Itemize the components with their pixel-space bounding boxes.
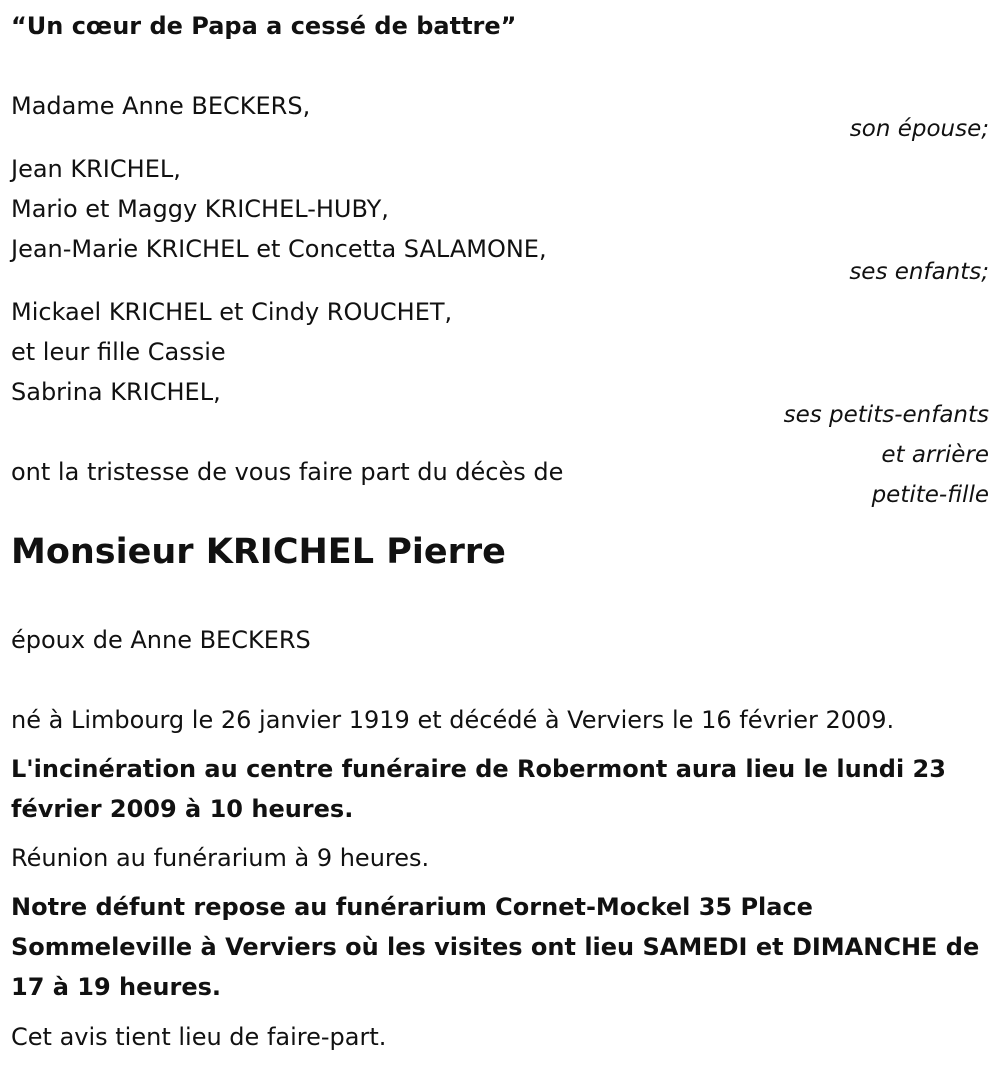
children-role: ses enfants; [849, 259, 989, 285]
spouse-name: Madame Anne BECKERS, [11, 92, 311, 120]
grandchild-3: Sabrina KRICHEL, [11, 378, 221, 406]
grandchild-2: et leur fille Cassie [11, 338, 226, 366]
grandchildren-role-2: et arrière [881, 442, 989, 468]
spouse-role: son épouse; [849, 116, 989, 142]
child-3: Jean-Marie KRICHEL et Concetta SALAMONE, [11, 235, 547, 263]
grandchildren-role-1: ses petits-enfants [783, 402, 989, 428]
child-1: Jean KRICHEL, [11, 155, 181, 183]
cremation-text: L'incinération au centre funéraire de Robermont aura lieu le lundi 23 février 2009 à 10 heures. [11, 755, 946, 823]
grandchildren-role-3: petite-fille [871, 482, 989, 508]
child-2: Mario et Maggy KRICHEL-HUBY, [11, 195, 389, 223]
grandchild-1: Mickael KRICHEL et Cindy ROUCHET, [11, 298, 453, 326]
gathering-text: Réunion au funérarium à 9 heures. [11, 844, 430, 872]
spouse-of-text: époux de Anne BECKERS [11, 626, 311, 654]
visitation-text: Notre défunt repose au funérarium Cornet-Mockel 35 Place Sommeleville à Verviers où les visites ont lieu SAMEDI et DIMANCHE de 17 à 19 heures. [11, 893, 980, 1001]
announcement-text: ont la tristesse de vous faire part du décès de [11, 458, 564, 486]
closing-text: Cet avis tient lieu de faire-part. [11, 1023, 387, 1051]
deceased-name: Monsieur KRICHEL Pierre [11, 532, 506, 572]
opening-quote: “Un cœur de Papa a cessé de battre” [11, 12, 517, 40]
birth-death-text: né à Limbourg le 26 janvier 1919 et décédé à Verviers le 16 février 2009. [11, 706, 895, 734]
